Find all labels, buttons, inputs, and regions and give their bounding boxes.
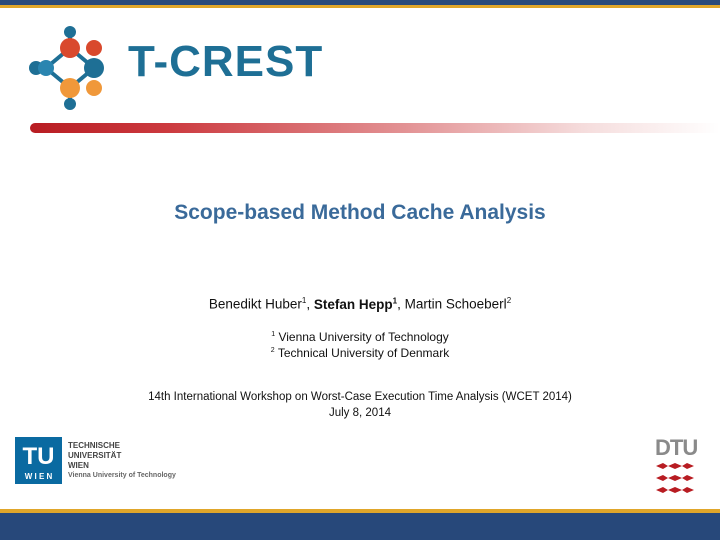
tu-line: UNIVERSITÄT	[68, 451, 122, 460]
tu-mark-top: TU	[22, 443, 55, 470]
tu-subtitle: Vienna University of Technology	[68, 472, 176, 479]
dtu-logo-text: DTU	[655, 435, 698, 460]
author-name: Benedikt Huber	[208, 296, 302, 312]
author-sup: 1	[392, 296, 398, 305]
event-date: July 8, 2014	[328, 407, 391, 419]
header-swoosh	[30, 123, 720, 133]
dtu-wave-icon	[656, 463, 694, 497]
tu-wien-logo-mark	[15, 437, 62, 484]
bottom-bar	[0, 513, 720, 540]
slide-title: Scope-based Method Cache Analysis	[174, 201, 546, 224]
author-sup: 2	[506, 296, 512, 305]
author-sup: 1	[301, 296, 307, 305]
affiliation-sup: 1	[271, 331, 276, 338]
affiliation-1	[0, 330, 720, 344]
affiliation-text: Technical University of Denmark	[277, 346, 450, 360]
tcrest-logo-text: T-CREST	[128, 37, 324, 86]
tu-wien-logo-text	[68, 441, 176, 481]
tu-line: WIEN	[68, 461, 89, 470]
tu-mark-bottom: W I E N	[24, 472, 53, 481]
affiliation-sup: 2	[270, 347, 275, 354]
author-name: Stefan Hepp	[313, 296, 393, 312]
affiliation-2	[0, 346, 720, 360]
tu-line: TECHNISCHE	[68, 441, 121, 450]
event-name: 14th International Workshop on Worst-Case Execution Time Analysis (WCET 2014)	[148, 391, 572, 403]
event-info	[0, 389, 720, 421]
author-name: Martin Schoeberl	[404, 296, 507, 312]
top-accent-stripe	[0, 5, 720, 8]
author-list: Benedikt Huber$^1$, Stefan Hepp$^1$, Martin Schoeberl$^2$	[208, 296, 512, 312]
tcrest-logo-mark-icon	[26, 26, 122, 110]
affiliation-text: Vienna University of Technology	[278, 330, 449, 344]
